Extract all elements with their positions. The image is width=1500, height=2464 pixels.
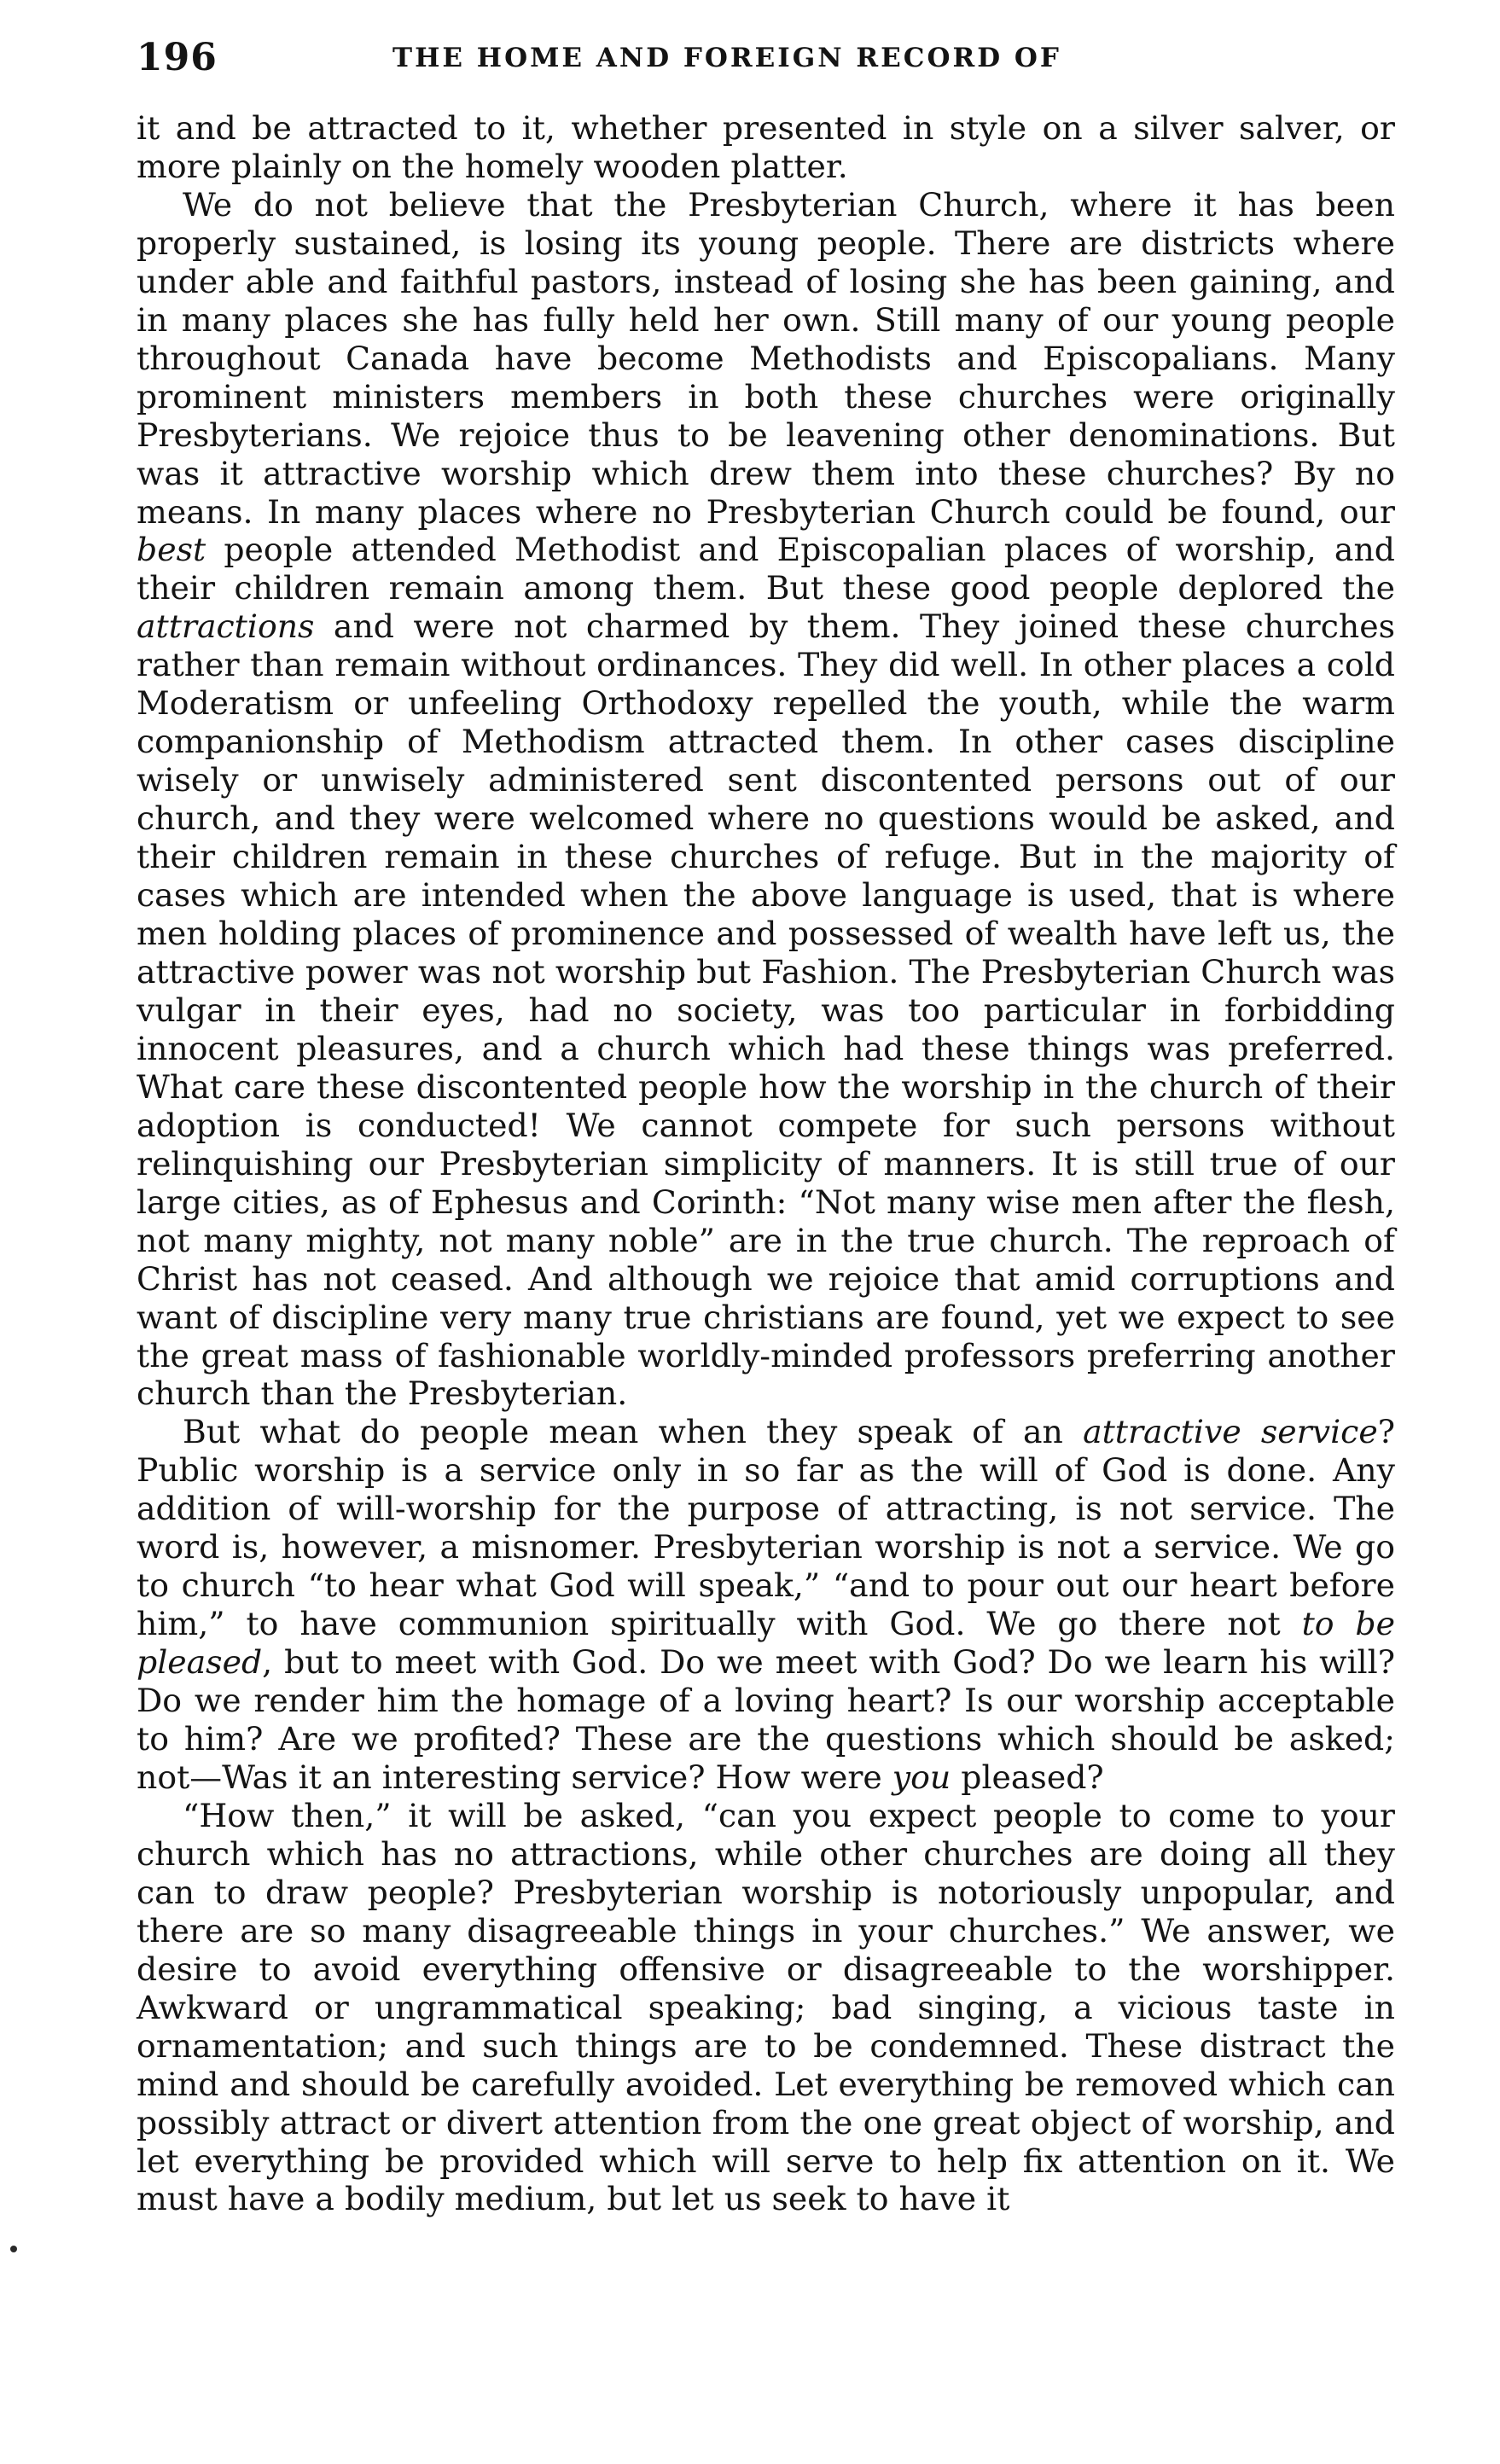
paragraph-2-text-2: people attended Methodist and Episcopalian places of worship, and their children remain among them. But these good people deplored the: [137, 531, 1395, 607]
paragraph-3-text-1: But what do people mean when they speak of an: [183, 1413, 1084, 1451]
emphasis-to-be-pleased: to be pleased: [137, 1605, 1395, 1682]
paragraph-2: [137, 186, 1395, 1414]
paragraph-1-text: it and be attracted to it, whether presented in style on a silver salver, or more plainly on the homely wooden platter.: [137, 109, 1395, 185]
page-header: [137, 36, 1408, 87]
paragraph-4-text: “How then,” it will be asked, “can you expect people to come to your church which has no attractions, while other churches are doing all they can to draw people? Presbyterian worship is notoriously unpopular, and there are so many disagreeable things in your churches.” We answer, we desire to avoid everything offensive or disagreeable to the worshipper. Awkward or ungrammatical speaking; bad singing, a vicious taste in ornamentation; and such things are to be condemned. These distract the mind and should be carefully avoided. Let everything be removed which can possibly attract or divert attention from the one great object of worship, and let everything be provided which will serve to help fix attention on it. We must have a bodily medium, but let us seek to have it: [137, 1796, 1395, 2218]
paragraph-3-text-2: ? Public worship is a service only in so far as the will of God is done. Any addition of will-worship for the purpose of attracting, is not service. The word is, however, a misnomer. Presbyterian worship is not a service. We go to church “to hear what God will speak,” “and to pour out our heart before him,” to have communion spiritually with God. We go there not: [137, 1413, 1395, 1643]
emphasis-you: you: [892, 1758, 951, 1796]
paragraph-4: [137, 1797, 1395, 2218]
paragraph-2-text-1: We do not believe that the Presbyterian Church, where it has been properly sustained, is losing its young people. There are districts where under able and faithful pastors, instead of losing she has been gaining, and in many places she has fully held her own. Still many of our young people throughout Canada have become Methodists and Episcopalians. Many prominent ministers members in both these churches were originally Presbyterians. We rejoice thus to be leavening other denominations. But was it attractive worship which drew them into these churches? By no means. In many places where no Presbyterian Church could be found, our: [137, 185, 1395, 531]
emphasis-attractive-service: attractive service: [1083, 1413, 1378, 1451]
margin-speck: [10, 2246, 17, 2252]
body-text: [137, 109, 1395, 2218]
paragraph-3: [137, 1413, 1395, 1797]
running-title: THE HOME AND FOREIGN RECORD OF: [392, 43, 1061, 73]
paragraph-3-text-4: pleased?: [951, 1758, 1104, 1796]
page-number: 196: [137, 36, 218, 79]
paragraph-3-text-3: , but to meet with God. Do we meet with God? Do we learn his will? Do we render him the homage of a loving heart? Is our worship acceptable to him? Are we profited? These are the questions which should be asked; not—Was it an interesting service? How were: [137, 1643, 1395, 1796]
emphasis-attractions: attractions: [137, 607, 315, 646]
paragraph-2-text-3: and were not charmed by them. They joined these churches rather than remain without ordinances. They did well. In other places a cold Moderatism or unfeeling Orthodoxy repelled the youth, while the warm companionship of Methodism attracted them. In other cases discipline wisely or unwisely administered sent discontented persons out of our church, and they were welcomed where no questions would be asked, and their children remain in these churches of refuge. But in the majority of cases which are intended when the above language is used, that is where men holding places of prominence and possessed of wealth have left us, the attractive power was not worship but Fashion. The Presbyterian Church was vulgar in their eyes, had no society, was too particular in forbidding innocent pleasures, and a church which had these things was preferred. What care these discontented people how the worship in the church of their adoption is conducted! We cannot compete for such persons without relinquishing our Presbyterian simplicity of manners. It is still true of our large cities, as of Ephesus and Corinth: “Not many wise men after the flesh, not many mighty, not many noble” are in the true church. The reproach of Christ has not ceased. And although we rejoice that amid corruptions and want of discipline very many true christians are found, yet we expect to see the great mass of fashionable worldly-minded professors preferring another church than the Presbyterian.: [137, 607, 1395, 1413]
emphasis-best: best: [137, 531, 206, 569]
paragraph-1: [137, 109, 1395, 186]
